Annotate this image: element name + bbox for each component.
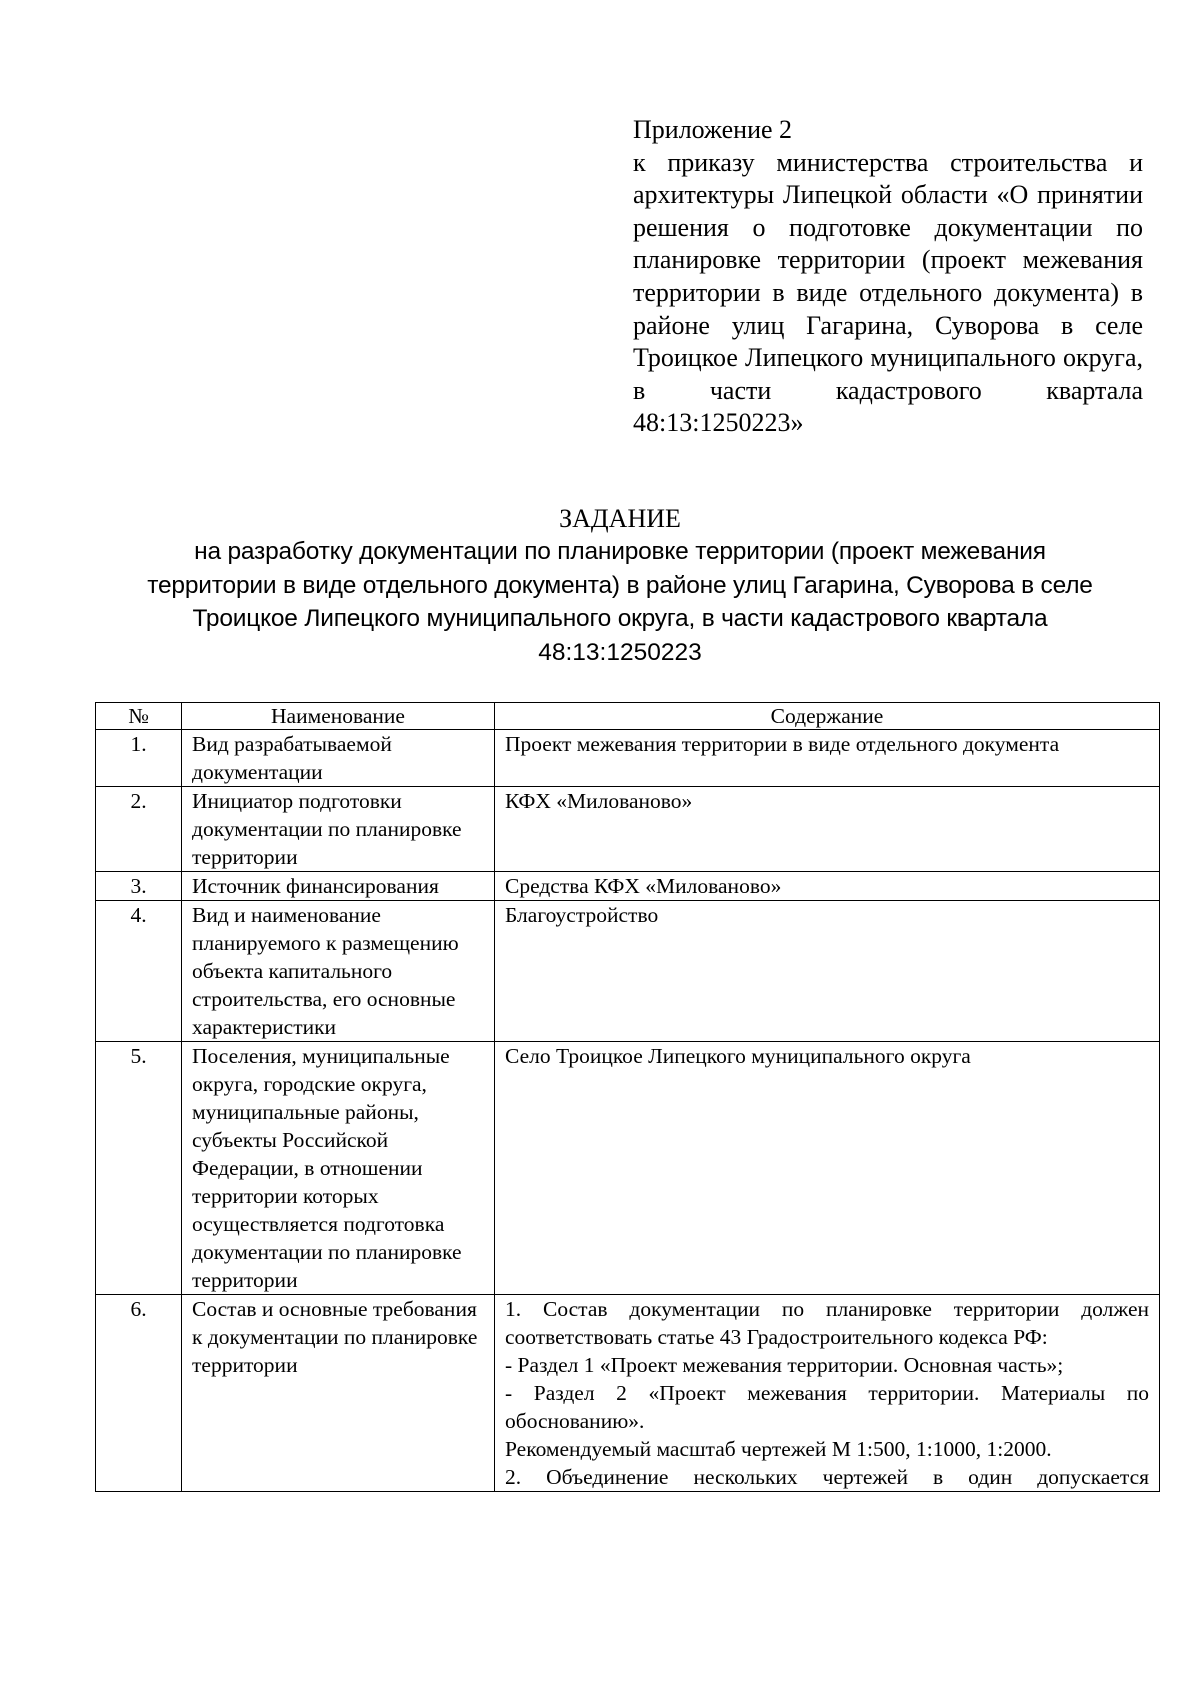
row-name: Поселения, муниципальные округа, городские округа, муниципальные районы, субъекты Российской Федерации, в отношении территории которых осуществляется подготовка документации по планировке территории [182, 1042, 495, 1295]
appendix-text: к приказу министерства строительства и архитектуры Липецкой области «О принятии решения о подготовке документации по планировке территории (проект межевания территории в виде отдельного документа) в районе улиц Гагарина, Суворова в селе Троицкое Липецкого муниципального округа, в части кадастрового квартала 48:13:1250223» [633, 147, 1143, 438]
row-name: Источник финансирования [182, 872, 495, 901]
row-num: 4. [96, 901, 182, 1042]
table-row [96, 872, 1160, 901]
table-row [96, 730, 1160, 787]
heading-subtitle-line3: Троицкое Липецкого муниципального округа, в части кадастрового квартала [192, 605, 1048, 632]
document-heading [90, 502, 1150, 669]
table-row [96, 1295, 1160, 1492]
row-num: 2. [96, 787, 182, 872]
heading-title: ЗАДАНИЕ [559, 504, 681, 533]
row-content: Благоустройство [495, 901, 1160, 1042]
row-content: Село Троицкое Липецкого муниципального округа [495, 1042, 1160, 1295]
composition-para-1: 1. Состав документации по планировке территории должен соответствовать статье 43 Градостроительного кодекса РФ: [505, 1297, 1149, 1349]
appendix-title: Приложение 2 [633, 115, 793, 144]
table-row [96, 1042, 1160, 1295]
heading-subtitle-line2: территории в виде отдельного документа) в районе улиц Гагарина, Суворова в селе [147, 571, 1093, 599]
composition-para-3: - Раздел 2 «Проект межевания территории. Материалы по обоснованию». [505, 1381, 1149, 1433]
row-num: 1. [96, 730, 182, 787]
appendix-block [633, 114, 1143, 440]
row-num: 5. [96, 1042, 182, 1295]
row-content: Проект межевания территории в виде отдельного документа [495, 730, 1160, 787]
table-row [96, 901, 1160, 1042]
heading-subtitle-line1: на разработку документации по планировке территории (проект межевания [194, 538, 1046, 565]
row-name: Вид и наименование планируемого к размещению объекта капитального строительства, его основные характеристики [182, 901, 495, 1042]
heading-subtitle-line4: 48:13:1250223 [538, 638, 702, 666]
row-content: Средства КФХ «Милованово» [495, 872, 1160, 901]
composition-para-4: Рекомендуемый масштаб чертежей М 1:500, 1:1000, 1:2000. [505, 1437, 1052, 1461]
row-content-composition [495, 1295, 1160, 1492]
composition-para-5: 2. Объединение нескольких чертежей в один допускается [505, 1465, 1149, 1489]
row-name: Состав и основные требования к документации по планировке территории [182, 1295, 495, 1492]
row-num: 6. [96, 1295, 182, 1492]
row-num: 3. [96, 872, 182, 901]
row-content: КФХ «Милованово» [495, 787, 1160, 872]
row-name: Вид разрабатываемой документации [182, 730, 495, 787]
composition-para-2: - Раздел 1 «Проект межевания территории. Основная часть»; [505, 1353, 1064, 1377]
task-table [95, 702, 1160, 1492]
table-row [96, 787, 1160, 872]
header-num: № [96, 703, 182, 730]
table-header-row [96, 703, 1160, 730]
header-content: Содержание [495, 703, 1160, 730]
row-name: Инициатор подготовки документации по планировке территории [182, 787, 495, 872]
header-name: Наименование [182, 703, 495, 730]
